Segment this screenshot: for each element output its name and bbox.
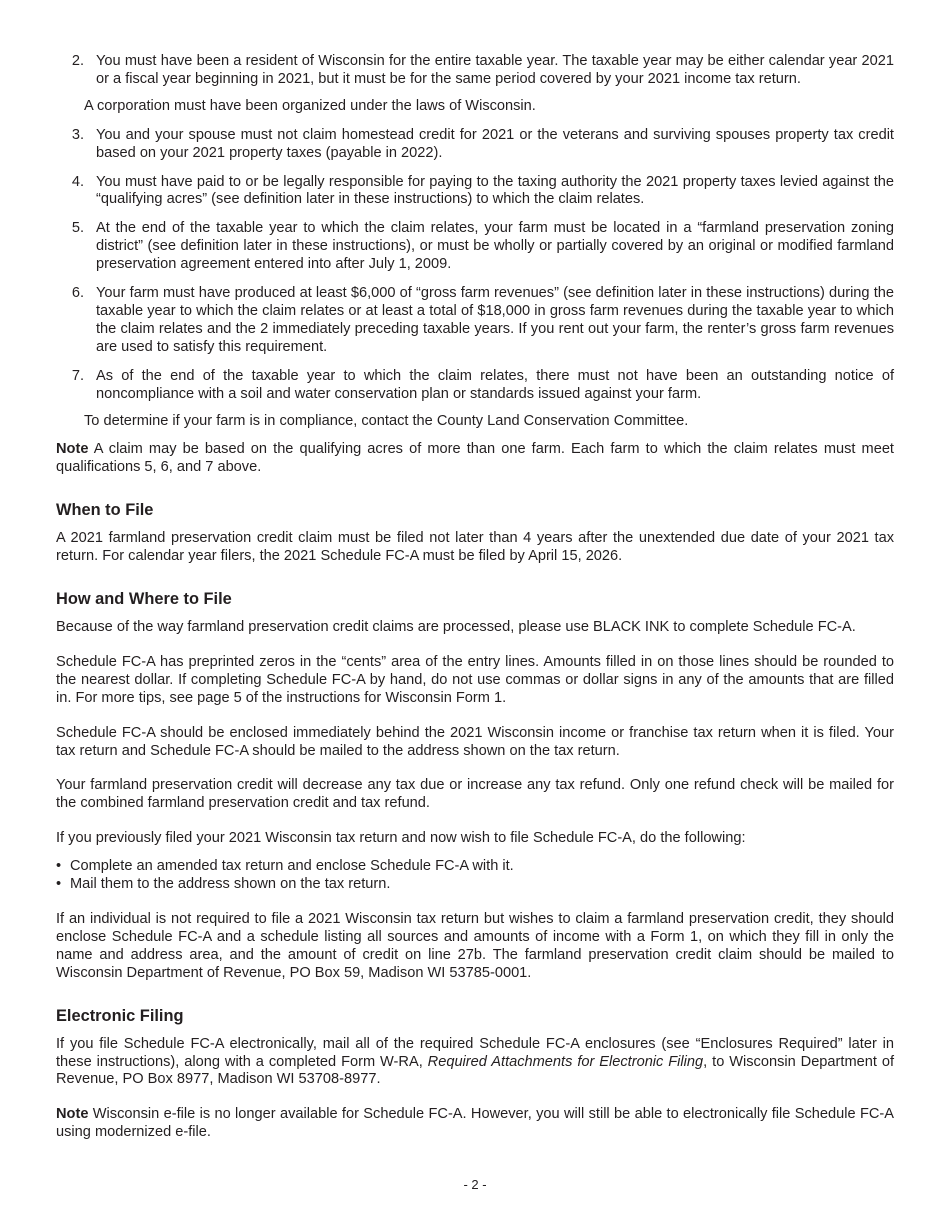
item-text: As of the end of the taxable year to which the claim relates, there must not have been an outstanding notice of noncompliance with a soil and water conservation plan or standards issued against your farm. (96, 367, 894, 402)
when-to-file-heading: When to File (56, 501, 154, 520)
page-number: - 2 - (463, 1177, 487, 1192)
item-text: You and your spouse must not claim homestead credit for 2021 or the veterans and surviving spouses property tax credit based on your 2021 property taxes (payable in 2022). (96, 126, 894, 161)
refund-paragraph: Your farmland preservation credit will decrease any tax due or increase any tax refund. Only one refund check will be mailed for the combined farmland preservation credit and tax refund. (56, 777, 894, 812)
requirement-3 (56, 127, 894, 163)
note-label: Note (56, 441, 89, 458)
note-text: Wisconsin e-file is no longer available for Schedule FC-A. However, you will still be able to electronically file Schedule FC-A using modernized e-file. (56, 1106, 894, 1141)
cents-paragraph: Schedule FC-A has preprinted zeros in the “cents” area of the entry lines. Amounts filled in on those lines should be rounded to the nearest dollar. If completing Schedule FC-A by hand, do not use commas or dollar signs in any of the amounts that are filled in. For more tips, see page 5 of the instructions for Wisconsin Form 1. (56, 653, 894, 706)
non-filer-paragraph: If an individual is not required to file a 2021 Wisconsin tax return but wishes to claim a farmland preservation credit, they should enclose Schedule FC-A and a schedule listing all sources and amounts of income with a Form 1, on which they fill in only the name and address area, and the amount of credit on line 27b. The farmland preservation credit claim should be mailed to Wisconsin Department of Revenue, PO Box 59, Madison WI 53785-0001. (56, 911, 894, 981)
item-number: 4. (71, 173, 84, 190)
note-label: Note (56, 1106, 89, 1123)
item-number: 6. (71, 285, 84, 302)
electronic-filing-heading: Electronic Filing (56, 1006, 184, 1025)
item-text: You must have paid to or be legally responsible for paying to the taxing authority the 2021 property taxes levied against the “qualifying acres” (see definition later in these instructions) to which the claim relates. (96, 173, 894, 208)
previously-filed-paragraph: If you previously filed your 2021 Wisconsin tax return and now wish to file Schedule FC-A, do the following: (56, 830, 746, 847)
item-number: 2. (71, 53, 84, 69)
instructions-page (56, 53, 894, 1142)
requirement-4 (56, 174, 894, 210)
efile-note (56, 1106, 894, 1142)
qualification-note (56, 441, 894, 477)
item-number: 5. (71, 220, 84, 237)
item-text: At the end of the taxable year to which the claim relates, your farm must be located in a “farmland preservation zoning district” (see definition later in these instructions), or must be wholly or partially covered by an original or modified farmland preservation agreement entered into after July 1, 2009. (96, 220, 894, 273)
electronic-filing-paragraph: If you file Schedule FC-A electronically, mail all of the required Schedule FC-A enclosures (see “Enclosures Required” later in these instructions), along with a completed Form W-RA, Required Attachments for Electronic Filing, to Wisconsin Department of Revenue, PO Box 8977, Madison WI 53708-8977. (56, 1035, 894, 1088)
item-text: You must have been a resident of Wisconsin for the entire taxable year. The taxable year may be either calendar year 2021 or a fiscal year beginning in 2021, but it must be for the same period covered by your 2021 income tax return. (96, 53, 894, 87)
enclose-paragraph: Schedule FC-A should be enclosed immediately behind the 2021 Wisconsin income or franchise tax return when it is filed. Your tax return and Schedule FC-A should be mailed to the address shown on the tax return. (56, 724, 894, 759)
list-item: • Mail them to the address shown on the tax return. (56, 876, 894, 894)
how-where-heading: How and Where to File (56, 590, 232, 609)
item-subtext: To determine if your farm is in compliance, contact the County Land Conservation Committee. (84, 412, 689, 429)
item-number: 3. (71, 126, 84, 143)
form-title-italic: Required Attachments for Electronic Filing (427, 1053, 704, 1070)
item-subtext: A corporation must have been organized under the laws of Wisconsin. (84, 97, 536, 114)
requirement-2 (56, 53, 894, 89)
requirement-7 (56, 368, 894, 404)
requirement-6 (56, 285, 894, 357)
list-item: • Complete an amended tax return and enclose Schedule FC-A with it. (56, 858, 894, 876)
note-text: A claim may be based on the qualifying acres of more than one farm. Each farm to which the claim relates must meet qualifications 5, 6, and 7 above. (56, 441, 894, 476)
black-ink-paragraph: Because of the way farmland preservation credit claims are processed, please use BLACK INK to complete Schedule FC-A. (56, 619, 856, 636)
amend-steps-list (56, 858, 894, 894)
requirement-5 (56, 220, 894, 274)
item-text: Your farm must have produced at least $6,000 of “gross farm revenues” (see definition later in these instructions) during the taxable year to which the claim relates or at least a total of $18,000 in gross farm revenues during the taxable year to which the claim relates and the 2 immediately preceding taxable years. If you rent out your farm, the renter’s gross farm revenues are used to satisfy this requirement. (96, 285, 894, 355)
when-to-file-text: A 2021 farmland preservation credit claim must be filed not later than 4 years after the unextended due date of your 2021 tax return. For calendar year filers, the 2021 Schedule FC-A must be filed by April 15, 2026. (56, 530, 894, 565)
item-number: 7. (71, 367, 84, 384)
